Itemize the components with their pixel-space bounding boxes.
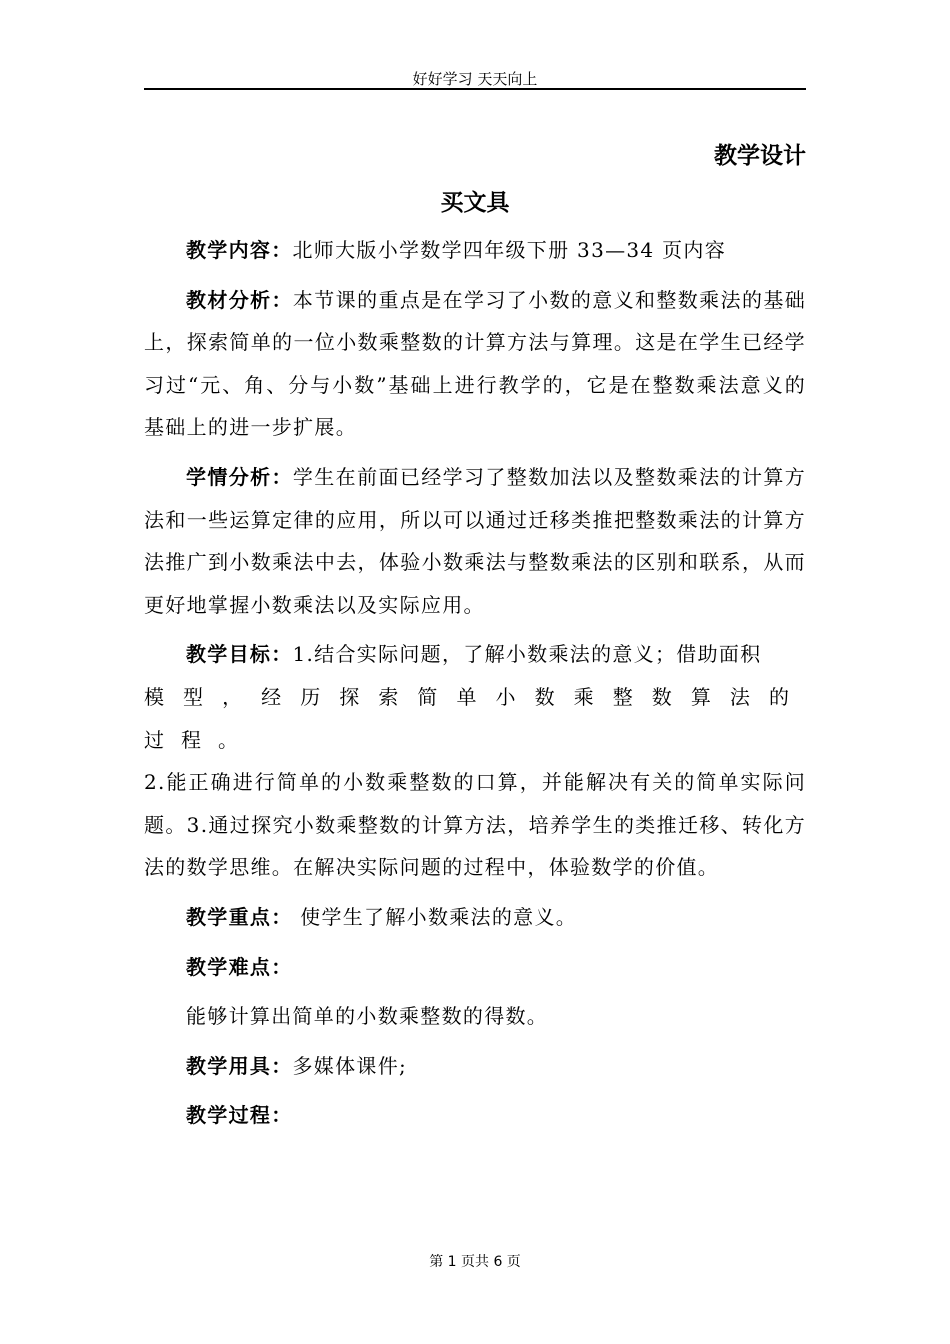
section-text: 本节课的重点是在学习了小数的意义和整数乘法的基础上，探索简单的一位小数乘整数的计算方法与算理。这是在学生已经学习过“元、角、分与小数”基础上进行教学的，它是在整数乘法意义的基础上的进一步扩展。 — [144, 287, 807, 440]
section-text: 1.结合实际问题，了解小数乘法的意义；借助面积 — [292, 642, 762, 667]
page-footer: 第 1 页共 6 页 — [429, 1254, 521, 1270]
section-text: 多媒体课件; — [292, 1053, 408, 1078]
section-label: 教学难点： — [186, 954, 293, 979]
section-label: 教学用具： — [186, 1053, 293, 1078]
section-tools — [144, 1045, 806, 1088]
document-title: 买文具 — [440, 190, 510, 216]
section-students — [144, 456, 806, 626]
section-difficulty-label — [144, 946, 806, 989]
section-material — [144, 279, 806, 449]
section-difficulty-text — [144, 995, 806, 1038]
section-label: 教学内容： — [186, 238, 293, 262]
section-label: 教学重点： — [186, 904, 293, 929]
section-goals — [144, 633, 806, 889]
section-text: 学生在前面已经学习了整数加法以及整数乘法的计算方法和一些运算定律的应用，所以可以通过迁移类推把整数乘法的计算方法推广到小数乘法中去，体验小数乘法与整数乘法的区别和联系，从而更好地掌握小数乘法以及实际应用。 — [144, 464, 807, 617]
section-process — [144, 1094, 806, 1137]
header-motto: 好好学习 天天向上 — [412, 70, 538, 88]
section-content — [144, 229, 806, 272]
header-divider — [144, 88, 806, 90]
document-heading: 教学设计 — [714, 143, 806, 169]
section-text-spaced: 模型，经历探索简单小数乘整数算法的过程。 — [144, 684, 806, 752]
section-text: 能够计算出简单的小数乘整数的得数。 — [186, 1004, 549, 1029]
section-label: 教学目标： — [186, 642, 293, 667]
section-text: 2.能正确进行简单的小数乘整数的口算，并能解决有关的简单实际问题。3.通过探究小数乘整数的计算方法，培养学生的类推迁移、转化方法的数学思维。在解决实际问题的过程中，体验数学的价值。 — [144, 770, 806, 880]
section-key — [144, 896, 806, 939]
section-label: 教学过程： — [186, 1103, 293, 1128]
section-text: 使学生了解小数乘法的意义。 — [292, 904, 578, 929]
section-text: 北师大版小学数学四年级下册 33—34 页内容 — [292, 238, 727, 262]
document-body — [144, 229, 806, 1144]
section-label: 教材分析： — [186, 287, 293, 312]
section-label: 学情分析： — [186, 464, 293, 489]
